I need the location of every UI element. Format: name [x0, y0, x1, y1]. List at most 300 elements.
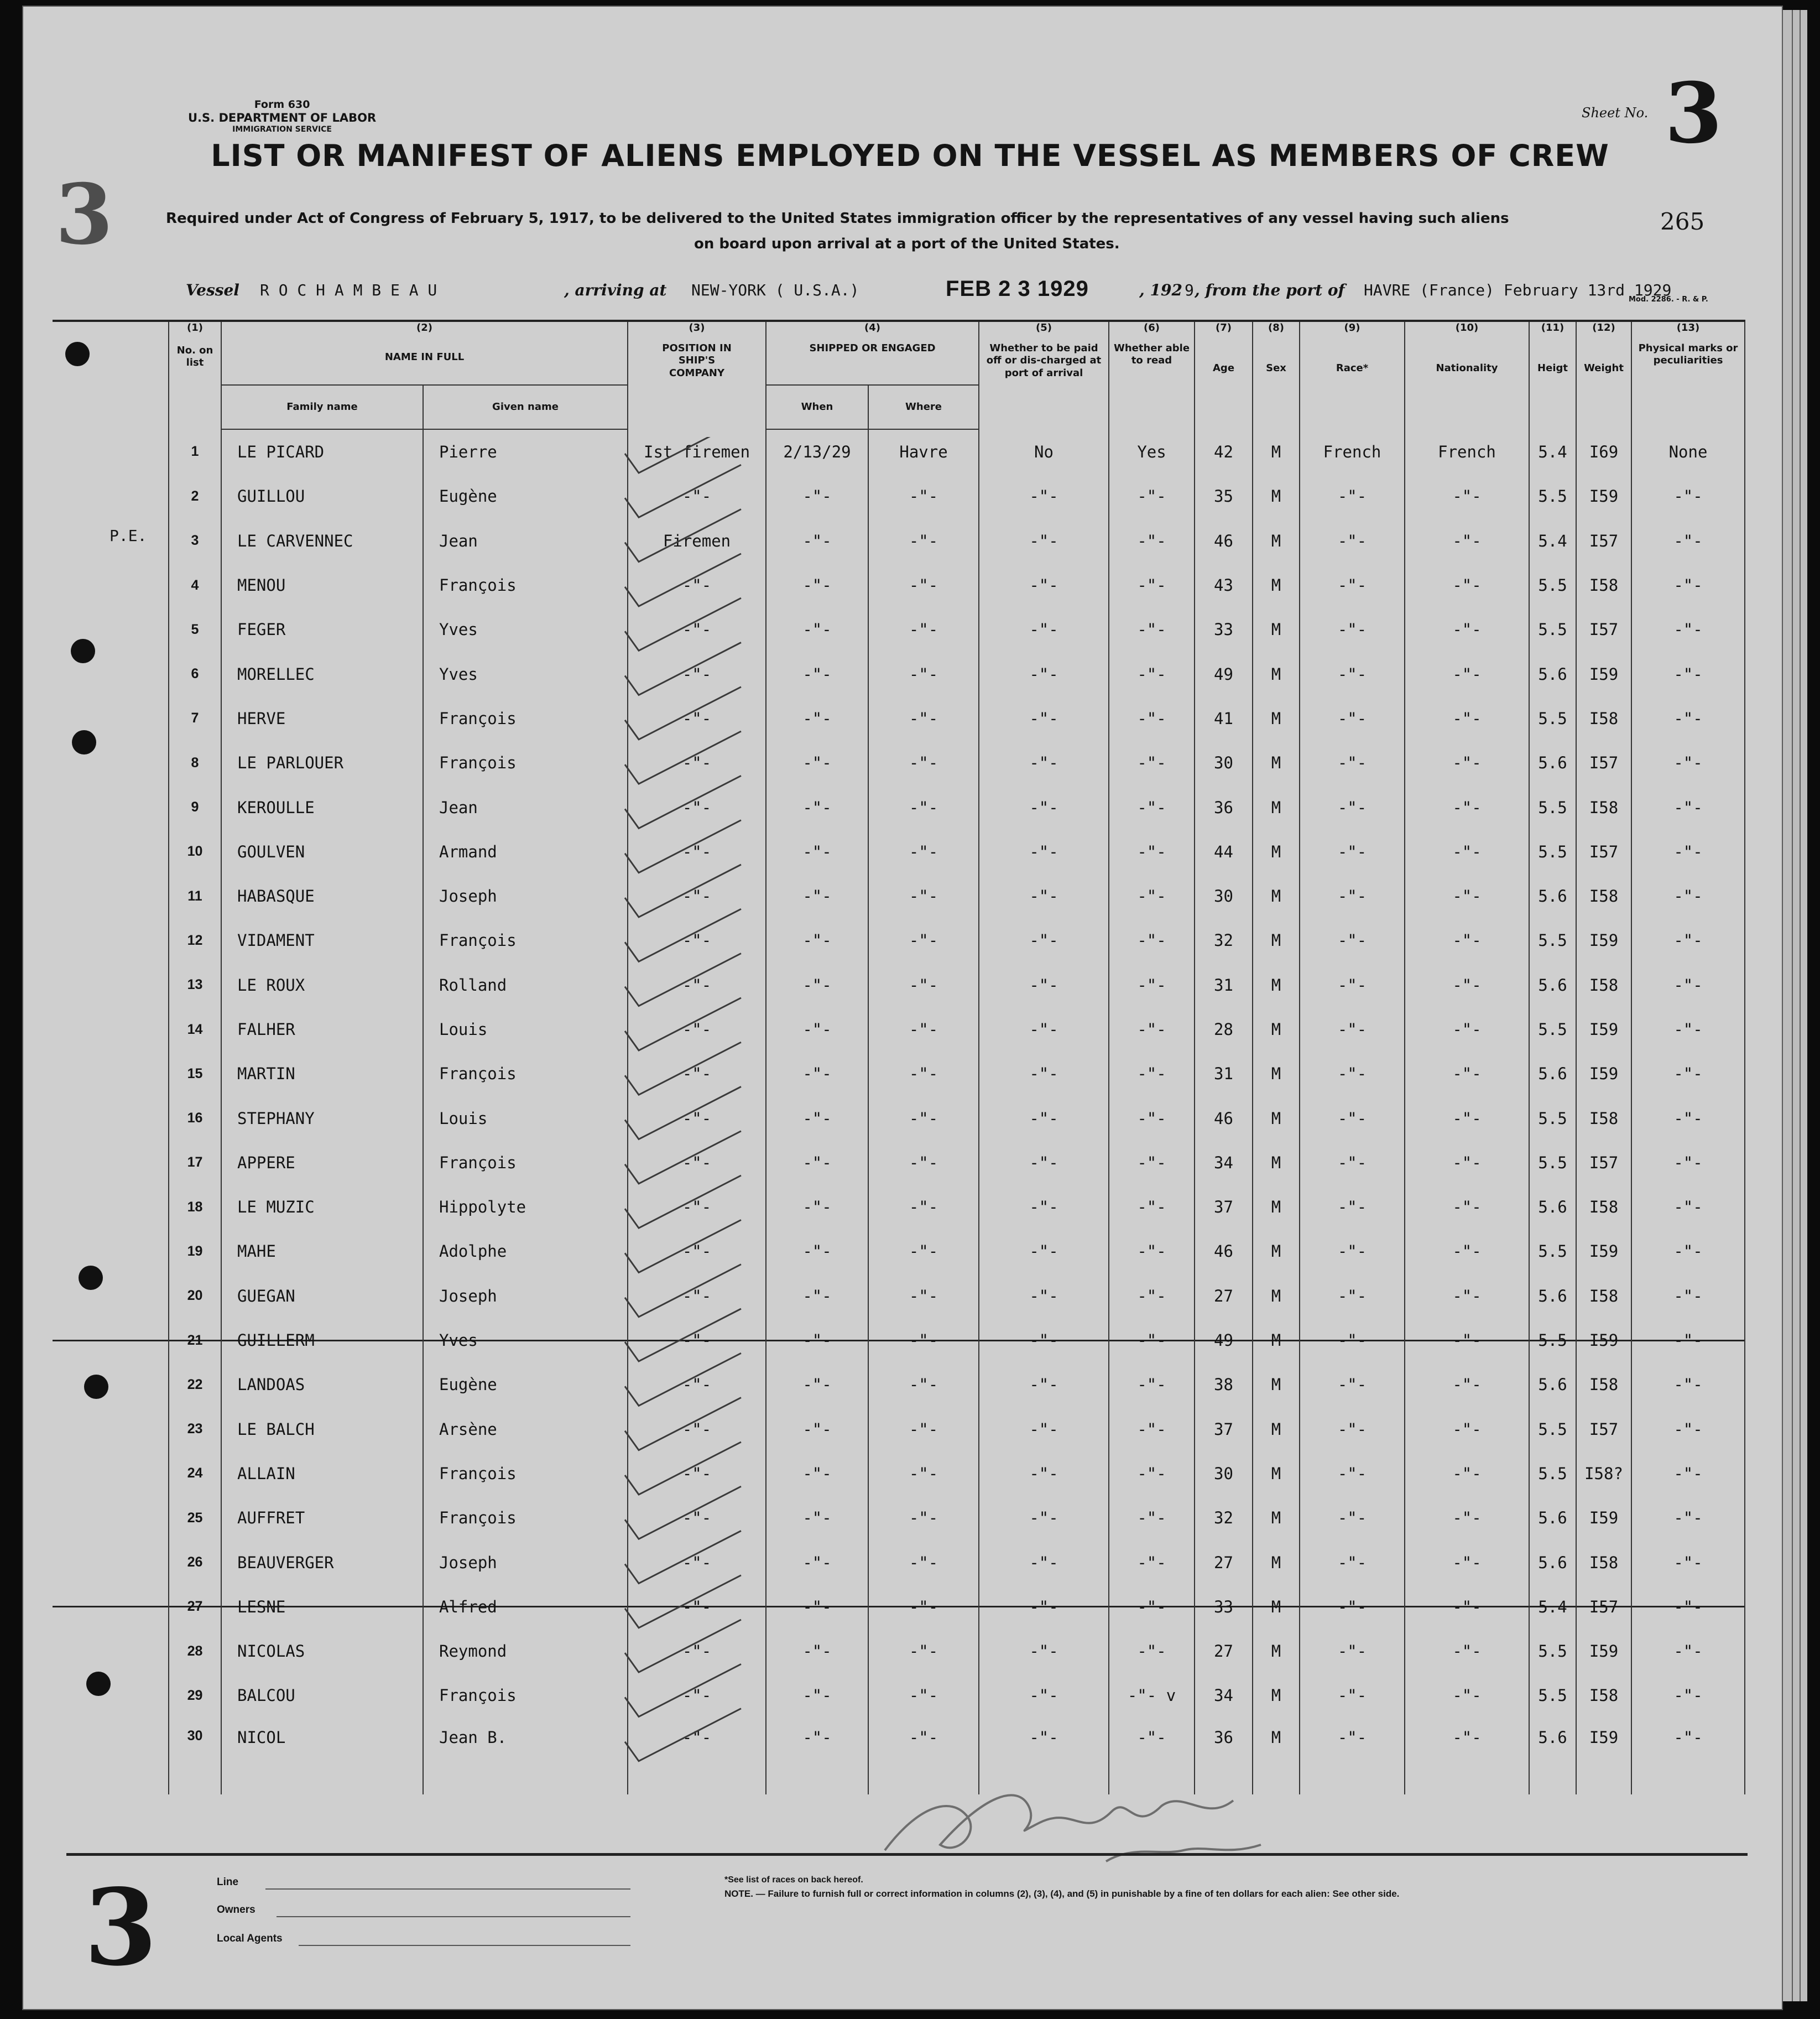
marks-cell: -"- — [1631, 1096, 1745, 1140]
table-row — [53, 963, 1745, 1007]
age-cell: 36 — [1195, 785, 1253, 829]
position-cell: -"- — [628, 1096, 766, 1140]
table-row — [53, 1052, 1745, 1096]
when-cell: -"- — [766, 1141, 868, 1185]
when-cell: -"- — [766, 1274, 868, 1318]
family-name-cell: HABASQUE — [221, 874, 423, 918]
row-number: 13 — [169, 963, 221, 1007]
service: IMMIGRATION SERVICE — [232, 124, 332, 134]
able-to-read-cell: -"- — [1109, 1318, 1195, 1362]
nationality-cell: -"- — [1405, 1229, 1529, 1273]
table-row — [53, 1585, 1745, 1629]
family-name-cell: GOULVEN — [221, 830, 423, 874]
sex-cell: M — [1253, 1007, 1300, 1052]
paid-off-cell: -"- — [979, 563, 1109, 607]
margin-cell — [53, 1362, 169, 1407]
family-name-cell: MORELLEC — [221, 652, 423, 696]
col-paid-header: (5) Whether to be paid off or dis-charged at port of arrival — [979, 321, 1109, 429]
sex-cell: M — [1253, 1718, 1300, 1794]
sex-cell: M — [1253, 741, 1300, 785]
sex-cell: M — [1253, 563, 1300, 607]
table-row — [53, 741, 1745, 785]
able-to-read-cell: -"- — [1109, 1274, 1195, 1318]
when-cell: -"- — [766, 1229, 868, 1273]
vessel-label: Vessel — [186, 281, 239, 299]
able-to-read-cell: -"- — [1109, 1229, 1195, 1273]
year-prefix: , 192 — [1139, 281, 1182, 299]
paid-off-cell: -"- — [979, 1185, 1109, 1229]
family-name-cell: LE BALCH — [221, 1407, 423, 1451]
given-name-cell: François — [423, 1496, 628, 1540]
able-to-read-cell: -"- — [1109, 741, 1195, 785]
weight-cell: I57 — [1576, 830, 1631, 874]
race-cell: -"- — [1300, 1407, 1405, 1451]
race-cell: -"- — [1300, 1673, 1405, 1718]
where-cell: -"- — [868, 1229, 979, 1273]
able-to-read-cell: -"- — [1109, 963, 1195, 1007]
when-cell: -"- — [766, 874, 868, 918]
age-cell: 31 — [1195, 1052, 1253, 1096]
given-name-cell: Eugène — [423, 1362, 628, 1407]
where-cell: -"- — [868, 874, 979, 918]
weight-cell: I58 — [1576, 1540, 1631, 1584]
race-cell: -"- — [1300, 785, 1405, 829]
nationality-cell: -"- — [1405, 1629, 1529, 1673]
document-title: LIST OR MANIFEST OF ALIENS EMPLOYED ON THE VESSEL AS MEMBERS OF CREW — [211, 138, 1609, 173]
margin-cell — [53, 963, 169, 1007]
position-cell: -"- — [628, 1629, 766, 1673]
table-row — [53, 1141, 1745, 1185]
family-name-cell: GUILLOU — [221, 474, 423, 518]
margin-cell — [53, 1673, 169, 1718]
able-to-read-cell: -"- — [1109, 1585, 1195, 1629]
nationality-cell: -"- — [1405, 918, 1529, 962]
row-number: 3 — [169, 519, 221, 563]
col-sex-header: (8) Sex — [1253, 321, 1300, 429]
nationality-cell: -"- — [1405, 1540, 1529, 1584]
able-to-read-cell: -"- — [1109, 830, 1195, 874]
able-to-read-cell: -"- — [1109, 1718, 1195, 1794]
page-edge — [1800, 10, 1807, 2001]
position-cell: -"- — [628, 1185, 766, 1229]
nationality-cell: French — [1405, 429, 1529, 474]
margin-cell — [53, 1229, 169, 1273]
weight-cell: I58 — [1576, 874, 1631, 918]
nationality-cell: -"- — [1405, 1007, 1529, 1052]
margin-cell — [53, 1718, 169, 1794]
margin-cell — [53, 474, 169, 518]
row-number: 22 — [169, 1362, 221, 1407]
col-shipped-header: (4) SHIPPED OR ENGAGED — [766, 321, 979, 385]
paid-off-cell: -"- — [979, 1496, 1109, 1540]
margin-cell — [53, 1185, 169, 1229]
given-name-cell: Alfred — [423, 1585, 628, 1629]
where-cell: -"- — [868, 1185, 979, 1229]
age-cell: 34 — [1195, 1141, 1253, 1185]
weight-cell: I58 — [1576, 1185, 1631, 1229]
weight-cell: I58 — [1576, 696, 1631, 741]
weight-cell: I59 — [1576, 1318, 1631, 1362]
position-cell: -"- — [628, 1318, 766, 1362]
height-cell: 5.5 — [1529, 1407, 1576, 1451]
sex-cell: M — [1253, 963, 1300, 1007]
where-cell: -"- — [868, 1673, 979, 1718]
marks-cell: -"- — [1631, 1007, 1745, 1052]
margin-cell — [53, 1052, 169, 1096]
given-name-cell: François — [423, 1673, 628, 1718]
margin-cell — [53, 519, 169, 563]
paid-off-cell: -"- — [979, 830, 1109, 874]
given-name-cell: Yves — [423, 607, 628, 652]
owners-label: Owners — [217, 1904, 255, 1916]
crew-manifest-table — [53, 320, 1745, 1794]
nationality-cell: -"- — [1405, 1585, 1529, 1629]
row-number: 27 — [169, 1585, 221, 1629]
table-row — [53, 1185, 1745, 1229]
given-name-cell: Jean B. — [423, 1718, 628, 1794]
position-cell: -"- — [628, 1585, 766, 1629]
age-cell: 37 — [1195, 1185, 1253, 1229]
weight-cell: I59 — [1576, 1052, 1631, 1096]
given-name-cell: Yves — [423, 1318, 628, 1362]
position-cell: Ist firemen — [628, 429, 766, 474]
height-cell: 5.4 — [1529, 1585, 1576, 1629]
able-to-read-cell: -"- — [1109, 696, 1195, 741]
marks-cell: -"- — [1631, 1052, 1745, 1096]
family-name-cell: LESNE — [221, 1585, 423, 1629]
position-cell: Firemen — [628, 519, 766, 563]
race-cell: -"- — [1300, 1540, 1405, 1584]
position-cell: -"- — [628, 1718, 766, 1794]
weight-cell: I58 — [1576, 1362, 1631, 1407]
weight-cell: I58 — [1576, 963, 1631, 1007]
race-cell: French — [1300, 429, 1405, 474]
penalty-note: NOTE. — Failure to furnish full or correct information in columns (2), (3), (4), and (5) in punishable by a fine of ten dollars for each alien: See other side. — [724, 1888, 1400, 1899]
weight-cell: I57 — [1576, 519, 1631, 563]
when-cell: -"- — [766, 1318, 868, 1362]
nationality-cell: -"- — [1405, 963, 1529, 1007]
height-cell: 5.6 — [1529, 963, 1576, 1007]
age-cell: 49 — [1195, 652, 1253, 696]
able-to-read-cell: -"- — [1109, 785, 1195, 829]
sheet-label: Sheet No. — [1582, 105, 1649, 121]
nationality-cell: -"- — [1405, 1451, 1529, 1496]
margin-cell — [53, 1451, 169, 1496]
sex-cell: M — [1253, 1185, 1300, 1229]
given-name-cell: Pierre — [423, 429, 628, 474]
table-row — [53, 1407, 1745, 1451]
table-row — [53, 1451, 1745, 1496]
margin-cell — [53, 607, 169, 652]
age-cell: 41 — [1195, 696, 1253, 741]
where-cell: Havre — [868, 429, 979, 474]
subtitle-line2: on board upon arrival at a port of the United States. — [694, 236, 1120, 252]
paid-off-cell: -"- — [979, 918, 1109, 962]
race-cell: -"- — [1300, 1052, 1405, 1096]
age-cell: 27 — [1195, 1629, 1253, 1673]
nationality-cell: -"- — [1405, 1274, 1529, 1318]
given-name-cell: Louis — [423, 1007, 628, 1052]
row-number: 24 — [169, 1451, 221, 1496]
table-row — [53, 1096, 1745, 1140]
weight-cell: I59 — [1576, 1718, 1631, 1794]
row-number: 29 — [169, 1673, 221, 1718]
family-name-cell: KEROULLE — [221, 785, 423, 829]
age-cell: 43 — [1195, 563, 1253, 607]
race-cell: -"- — [1300, 1141, 1405, 1185]
row-number: 8 — [169, 741, 221, 785]
table-row — [53, 918, 1745, 962]
height-cell: 5.5 — [1529, 1629, 1576, 1673]
line-label: Line — [217, 1876, 239, 1888]
sex-cell: M — [1253, 1052, 1300, 1096]
when-header: When — [766, 385, 868, 429]
height-cell: 5.6 — [1529, 741, 1576, 785]
family-name-header: Family name — [221, 385, 423, 429]
when-cell: -"- — [766, 519, 868, 563]
col-no-header: (1) No. on list — [169, 321, 221, 429]
position-cell: -"- — [628, 741, 766, 785]
paid-off-cell: -"- — [979, 696, 1109, 741]
sex-cell: M — [1253, 1451, 1300, 1496]
where-header: Where — [868, 385, 979, 429]
race-cell: -"- — [1300, 519, 1405, 563]
form-header — [188, 98, 376, 134]
margin-cell — [53, 1629, 169, 1673]
age-cell: 34 — [1195, 1673, 1253, 1718]
table-row — [53, 874, 1745, 918]
sex-cell: M — [1253, 696, 1300, 741]
race-cell: -"- — [1300, 1362, 1405, 1407]
table-row — [53, 563, 1745, 607]
sex-cell: M — [1253, 830, 1300, 874]
position-cell: -"- — [628, 607, 766, 652]
given-name-cell: François — [423, 696, 628, 741]
position-cell: -"- — [628, 918, 766, 962]
able-to-read-cell: -"- — [1109, 918, 1195, 962]
table-row — [53, 1673, 1745, 1718]
marks-cell: -"- — [1631, 1274, 1745, 1318]
margin-cell — [53, 918, 169, 962]
able-to-read-cell: -"- — [1109, 1141, 1195, 1185]
row-number: 28 — [169, 1629, 221, 1673]
row-number: 25 — [169, 1496, 221, 1540]
weight-cell: I57 — [1576, 1407, 1631, 1451]
marks-cell: -"- — [1631, 1673, 1745, 1718]
race-cell: -"- — [1300, 1496, 1405, 1540]
where-cell: -"- — [868, 1362, 979, 1407]
sex-cell: M — [1253, 519, 1300, 563]
sex-cell: M — [1253, 1540, 1300, 1584]
marks-cell: -"- — [1631, 1718, 1745, 1794]
age-cell: 42 — [1195, 429, 1253, 474]
able-to-read-cell: -"- — [1109, 1096, 1195, 1140]
marks-cell: -"- — [1631, 519, 1745, 563]
marks-cell: -"- — [1631, 741, 1745, 785]
where-cell: -"- — [868, 1096, 979, 1140]
col-weight-header: (12) Weight — [1576, 321, 1631, 429]
margin-note: P.E. — [109, 527, 147, 545]
able-to-read-cell: -"- — [1109, 1407, 1195, 1451]
where-cell: -"- — [868, 1496, 979, 1540]
family-name-cell: APPERE — [221, 1141, 423, 1185]
where-cell: -"- — [868, 474, 979, 518]
height-cell: 5.5 — [1529, 830, 1576, 874]
given-name-cell: Jean — [423, 519, 628, 563]
position-cell: -"- — [628, 1407, 766, 1451]
weight-cell: I57 — [1576, 1141, 1631, 1185]
margin-cell — [53, 830, 169, 874]
table-row — [53, 1007, 1745, 1052]
row-number: 11 — [169, 874, 221, 918]
sex-cell: M — [1253, 1629, 1300, 1673]
age-cell: 33 — [1195, 1585, 1253, 1629]
height-cell: 5.6 — [1529, 1052, 1576, 1096]
owners-field — [277, 1916, 630, 1917]
given-name-cell: Jean — [423, 785, 628, 829]
paid-off-cell: -"- — [979, 1274, 1109, 1318]
able-to-read-cell: -"- — [1109, 1629, 1195, 1673]
where-cell: -"- — [868, 1407, 979, 1451]
margin-cell — [53, 785, 169, 829]
margin-cell — [53, 1540, 169, 1584]
where-cell: -"- — [868, 1052, 979, 1096]
race-cell: -"- — [1300, 1451, 1405, 1496]
form-number: Form 630 — [254, 98, 310, 111]
local-agents-label: Local Agents — [217, 1933, 283, 1944]
nationality-cell: -"- — [1405, 1052, 1529, 1096]
able-to-read-cell: -"- — [1109, 1451, 1195, 1496]
weight-cell: I58 — [1576, 1673, 1631, 1718]
footer-rule — [66, 1853, 1748, 1856]
nationality-cell: -"- — [1405, 563, 1529, 607]
when-cell: -"- — [766, 1585, 868, 1629]
able-to-read-cell: -"- v — [1109, 1673, 1195, 1718]
family-name-cell: NICOL — [221, 1718, 423, 1794]
races-note: *See list of races on back hereof. — [724, 1875, 863, 1885]
family-name-cell: LE PARLOUER — [221, 741, 423, 785]
marks-cell: -"- — [1631, 1229, 1745, 1273]
weight-cell: I59 — [1576, 1629, 1631, 1673]
family-name-cell: MENOU — [221, 563, 423, 607]
given-name-cell: Eugène — [423, 474, 628, 518]
race-cell: -"- — [1300, 874, 1405, 918]
age-cell: 30 — [1195, 1451, 1253, 1496]
marks-cell: -"- — [1631, 1362, 1745, 1407]
age-cell: 44 — [1195, 830, 1253, 874]
able-to-read-cell: -"- — [1109, 652, 1195, 696]
height-cell: 5.5 — [1529, 1229, 1576, 1273]
marks-cell: -"- — [1631, 1629, 1745, 1673]
race-cell: -"- — [1300, 652, 1405, 696]
paid-off-cell: No — [979, 429, 1109, 474]
weight-cell: I57 — [1576, 741, 1631, 785]
paid-off-cell: -"- — [979, 1718, 1109, 1794]
margin-cell — [53, 1274, 169, 1318]
height-cell: 5.5 — [1529, 474, 1576, 518]
sex-cell: M — [1253, 474, 1300, 518]
marks-cell: -"- — [1631, 963, 1745, 1007]
family-name-cell: LE MUZIC — [221, 1185, 423, 1229]
family-name-cell: FALHER — [221, 1007, 423, 1052]
table-row — [53, 1540, 1745, 1584]
agents-field — [299, 1945, 630, 1946]
age-cell: 31 — [1195, 963, 1253, 1007]
where-cell: -"- — [868, 652, 979, 696]
row-number: 15 — [169, 1052, 221, 1096]
marks-cell: -"- — [1631, 607, 1745, 652]
row-number: 17 — [169, 1141, 221, 1185]
line-field — [265, 1888, 630, 1890]
age-cell: 46 — [1195, 519, 1253, 563]
family-name-cell: LE PICARD — [221, 429, 423, 474]
paid-off-cell: -"- — [979, 1673, 1109, 1718]
nationality-cell: -"- — [1405, 1673, 1529, 1718]
subtitle-line1: Required under Act of Congress of February 5, 1917, to be delivered to the United States immigration officer by the representatives of any vessel having such aliens — [166, 210, 1509, 227]
year-digit: 9 — [1185, 281, 1194, 299]
when-cell: -"- — [766, 1407, 868, 1451]
nationality-cell: -"- — [1405, 1141, 1529, 1185]
able-to-read-cell: -"- — [1109, 874, 1195, 918]
race-cell: -"- — [1300, 1629, 1405, 1673]
height-cell: 5.5 — [1529, 785, 1576, 829]
given-name-header: Given name — [423, 385, 628, 429]
position-cell: -"- — [628, 474, 766, 518]
paid-off-cell: -"- — [979, 1585, 1109, 1629]
when-cell: -"- — [766, 1629, 868, 1673]
weight-cell: I69 — [1576, 429, 1631, 474]
given-name-cell: François — [423, 563, 628, 607]
table-row — [53, 1496, 1745, 1540]
sex-cell: M — [1253, 1229, 1300, 1273]
age-cell: 30 — [1195, 741, 1253, 785]
given-name-cell: Adolphe — [423, 1229, 628, 1273]
arriving-port: NEW-YORK ( U.S.A.) — [691, 281, 859, 299]
row-number: 23 — [169, 1407, 221, 1451]
age-cell: 32 — [1195, 918, 1253, 962]
given-name-cell: Rolland — [423, 963, 628, 1007]
height-cell: 5.4 — [1529, 429, 1576, 474]
sex-cell: M — [1253, 607, 1300, 652]
height-cell: 5.6 — [1529, 1362, 1576, 1407]
sex-cell: M — [1253, 1496, 1300, 1540]
position-cell: -"- — [628, 1274, 766, 1318]
given-name-cell: François — [423, 1052, 628, 1096]
race-cell: -"- — [1300, 830, 1405, 874]
from-port: HAVRE (France) February 13rd 1929 — [1364, 281, 1672, 299]
age-cell: 30 — [1195, 874, 1253, 918]
weight-cell: I59 — [1576, 652, 1631, 696]
paid-off-cell: -"- — [979, 519, 1109, 563]
marks-cell: -"- — [1631, 830, 1745, 874]
family-name-cell: LE CARVENNEC — [221, 519, 423, 563]
weight-cell: I59 — [1576, 474, 1631, 518]
margin-cell — [53, 1496, 169, 1540]
marks-cell: -"- — [1631, 563, 1745, 607]
sex-cell: M — [1253, 1096, 1300, 1140]
sex-cell: M — [1253, 1141, 1300, 1185]
where-cell: -"- — [868, 1585, 979, 1629]
height-cell: 5.5 — [1529, 918, 1576, 962]
col-nationality-header: (10) Nationality — [1405, 321, 1529, 429]
position-cell: -"- — [628, 1007, 766, 1052]
family-name-cell: MAHE — [221, 1229, 423, 1273]
paid-off-cell: -"- — [979, 1451, 1109, 1496]
age-cell: 46 — [1195, 1096, 1253, 1140]
table-row — [53, 519, 1745, 563]
able-to-read-cell: Yes — [1109, 429, 1195, 474]
where-cell: -"- — [868, 1540, 979, 1584]
